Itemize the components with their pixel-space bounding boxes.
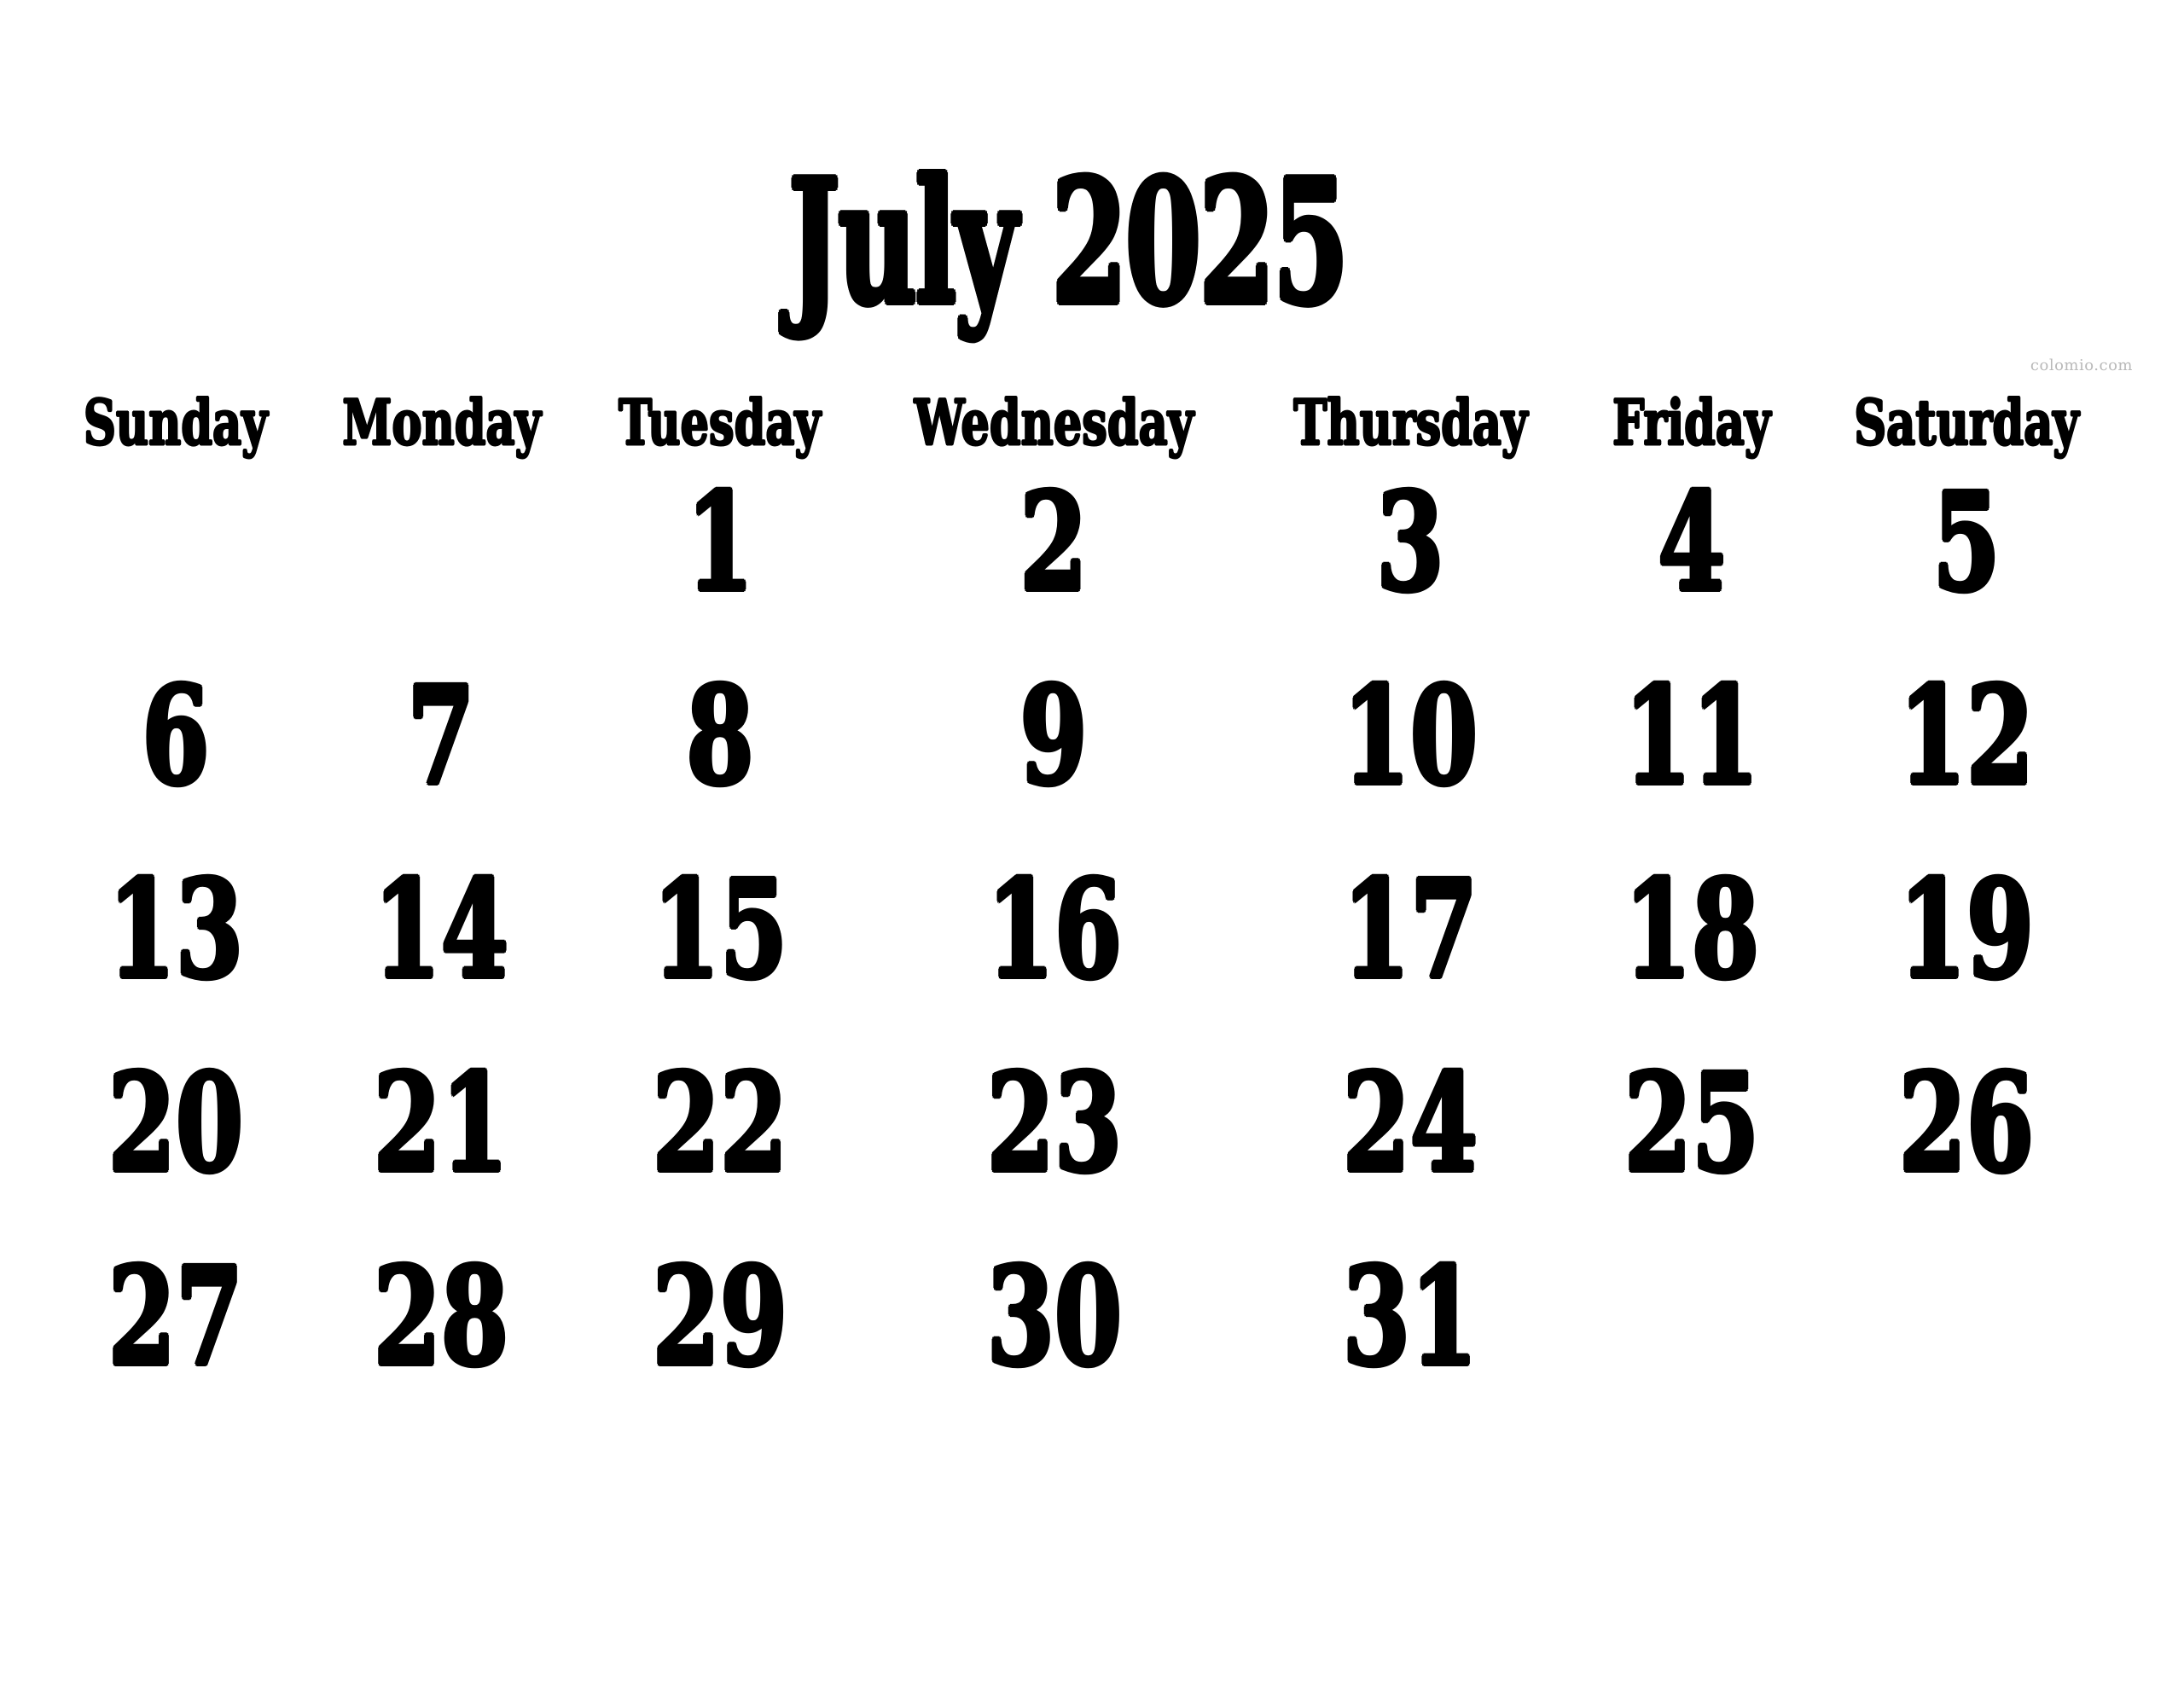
weekday-label: Tuesday [619, 386, 821, 460]
day-number: 14 [374, 851, 509, 1009]
day-cell-23 [860, 1045, 1248, 1264]
day-number: 24 [1343, 1045, 1478, 1203]
day-cell-2 [860, 464, 1248, 683]
day-cell-24 [1248, 1045, 1573, 1264]
day-cell-empty [304, 490, 579, 683]
day-cell-28 [304, 1238, 579, 1458]
weekday-label: Saturday [1854, 386, 2079, 460]
day-cell-22 [579, 1045, 860, 1264]
day-number: 11 [1623, 658, 1759, 815]
day-cell-27 [48, 1238, 304, 1458]
day-number: 17 [1343, 851, 1478, 1009]
day-number: 6 [142, 658, 210, 815]
day-number: 26 [1898, 1045, 2035, 1203]
day-cell-empty [1810, 1264, 2123, 1458]
day-number: 29 [652, 1238, 787, 1396]
day-number: 4 [1658, 464, 1726, 622]
day-number: 8 [685, 658, 754, 815]
calendar-grid [48, 386, 2123, 1458]
page-title-text: July 2025 [787, 142, 1347, 343]
weekday-label: Wednesday [914, 386, 1194, 460]
day-number: 27 [107, 1238, 243, 1396]
day-cell-31 [1248, 1238, 1573, 1458]
day-cell-3 [1248, 464, 1573, 683]
weekday-header-monday [304, 386, 579, 490]
day-number: 13 [107, 851, 243, 1009]
day-number: 9 [1019, 658, 1089, 815]
page-title [0, 142, 2184, 343]
day-cell-16 [860, 851, 1248, 1070]
day-number: 15 [652, 851, 787, 1009]
day-cell-15 [579, 851, 860, 1070]
day-number: 28 [374, 1238, 509, 1396]
day-cell-13 [48, 851, 304, 1070]
day-cell-9 [860, 658, 1248, 877]
day-cell-6 [48, 658, 304, 877]
day-cell-26 [1810, 1045, 2123, 1264]
watermark-text: colomio.com [2030, 357, 2133, 374]
day-cell-17 [1248, 851, 1573, 1070]
day-cell-30 [860, 1238, 1248, 1458]
day-number: 22 [652, 1045, 787, 1203]
day-cell-25 [1573, 1045, 1810, 1264]
day-number: 2 [1019, 464, 1089, 622]
day-number: 12 [1898, 658, 2035, 815]
day-cell-10 [1248, 658, 1573, 877]
day-number: 20 [107, 1045, 243, 1203]
day-cell-1 [579, 464, 860, 683]
day-number: 3 [1376, 464, 1444, 622]
day-cell-19 [1810, 851, 2123, 1070]
day-cell-empty [1573, 1264, 1810, 1458]
day-number: 18 [1623, 851, 1759, 1009]
weekday-label: Sunday [83, 386, 268, 460]
day-number: 25 [1623, 1045, 1759, 1203]
day-cell-empty [48, 490, 304, 683]
day-cell-5 [1810, 464, 2123, 683]
day-number: 21 [374, 1045, 509, 1203]
day-number: 10 [1343, 658, 1478, 815]
day-number: 7 [407, 658, 475, 815]
day-number: 5 [1932, 464, 2001, 622]
day-cell-14 [304, 851, 579, 1070]
weekday-label: Friday [1612, 386, 1771, 460]
weekday-label: Thursday [1293, 386, 1528, 460]
day-number: 1 [685, 464, 754, 622]
day-cell-12 [1810, 658, 2123, 877]
day-cell-11 [1573, 658, 1810, 877]
day-number: 19 [1898, 851, 2035, 1009]
day-cell-20 [48, 1045, 304, 1264]
day-cell-18 [1573, 851, 1810, 1070]
day-cell-7 [304, 658, 579, 877]
day-number: 23 [986, 1045, 1122, 1203]
day-cell-21 [304, 1045, 579, 1264]
day-number: 31 [1343, 1238, 1478, 1396]
day-cell-4 [1573, 464, 1810, 683]
day-cell-8 [579, 658, 860, 877]
day-number: 16 [986, 851, 1122, 1009]
day-cell-29 [579, 1238, 860, 1458]
weekday-header-sunday [48, 386, 304, 490]
day-number: 30 [986, 1238, 1122, 1396]
weekday-label: Monday [341, 386, 541, 460]
